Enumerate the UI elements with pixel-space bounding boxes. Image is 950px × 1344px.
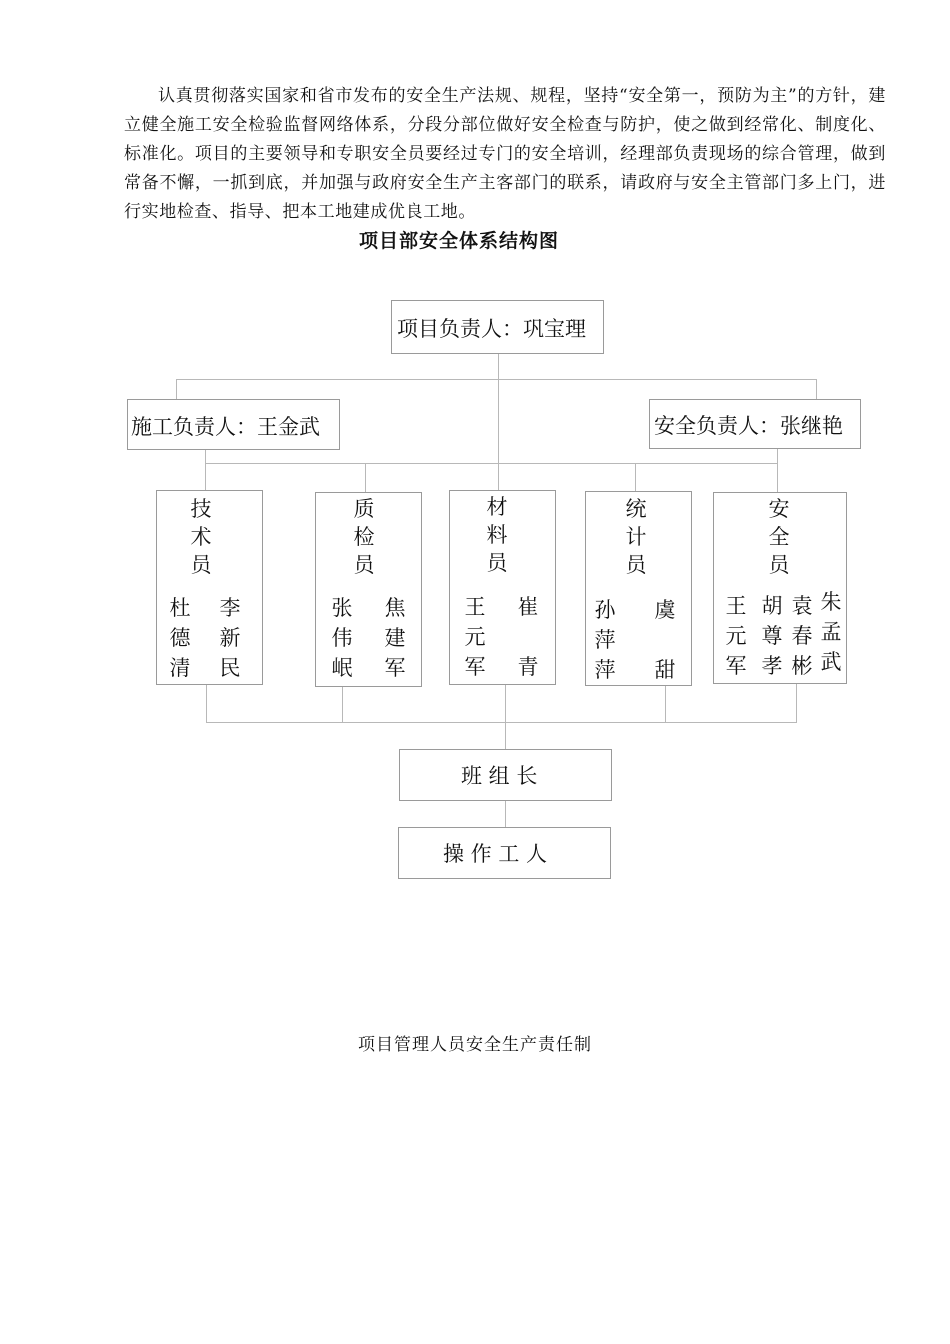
connector-mid-horizontal	[205, 463, 777, 464]
project-lead-label: 项目负责人：巩宝理	[397, 317, 586, 341]
workers-label: 操 作 工 人	[443, 842, 548, 866]
connector-bottom-horizontal	[206, 722, 797, 723]
project-lead-box	[391, 300, 604, 354]
connector-dept2-up	[365, 463, 366, 493]
connector-safety-down	[777, 448, 778, 493]
person-name: 李 新 民	[219, 596, 241, 680]
dept-quality-role: 质 检 员	[353, 497, 375, 577]
dept-safety-officer-box	[713, 492, 847, 684]
connector-dept4-down	[665, 685, 666, 722]
intro-paragraph: 认真贯彻落实国家和省市发布的安全生产法规、规程，坚持“安全第一，预防为主”的方针，建立健全施工安全检验监督网络体系，分段分部位做好安全检查与防护，使之做到经常化、制度化、标准化。项目的主要领导和专职安全员要经过专门的安全培训，经理部负责现场的综合管理，做到常备不懈，一抓到底，并加强与政府安全生产主客部门的联系，请政府与安全主管部门多上门，进行实地检查、指导、把本工地建成优良工地。	[124, 86, 886, 222]
person-name: 王 元 军	[464, 595, 486, 679]
connector-dept3-down	[505, 684, 506, 749]
connector-top-horizontal	[176, 379, 817, 380]
person-name: 焦 建 军	[384, 596, 406, 680]
dept-technician-role: 技 术 员	[190, 497, 212, 577]
person-name: 虞 甜	[654, 598, 676, 682]
connector-dept5-down	[796, 683, 797, 722]
team-leader-box	[399, 749, 612, 801]
person-name: 王 元 军	[725, 594, 747, 678]
connector-construction-down	[205, 449, 206, 491]
construction-lead-box	[127, 399, 340, 450]
person-name: 胡 尊 孝	[761, 594, 783, 678]
workers-box	[398, 827, 611, 879]
safety-lead-box	[649, 399, 861, 449]
connector-dept2-down	[342, 686, 343, 722]
dept-quality-box	[315, 492, 422, 687]
chart-title: 项目部安全体系结构图	[358, 230, 559, 252]
footer-text: 项目管理人员安全生产责任制	[358, 1035, 592, 1055]
dept-materials-box	[449, 490, 556, 685]
person-name: 杜 德 清	[169, 596, 191, 680]
connector-top-vertical	[498, 353, 499, 493]
person-name: 张 伟 岷	[331, 596, 353, 680]
connector-dept1-down	[206, 684, 207, 722]
connector-left-drop	[176, 379, 177, 400]
connector-team-to-workers	[505, 800, 506, 827]
dept-safety-officer-role: 安 全 员	[768, 497, 790, 577]
connector-right-drop	[816, 379, 817, 400]
dept-technician-box	[156, 490, 263, 685]
connector-dept4-up	[635, 463, 636, 493]
team-leader-label: 班 组 长	[461, 764, 538, 788]
person-name: 孙 萍 萍	[594, 598, 616, 682]
construction-lead-label: 施工负责人：王金武	[131, 415, 320, 439]
person-name: 朱 孟 武	[820, 590, 842, 674]
dept-statistics-role: 统 计 员	[625, 497, 647, 577]
safety-lead-label: 安全负责人：张继艳	[654, 414, 843, 438]
dept-materials-role: 材 料 员	[486, 495, 508, 575]
dept-statistics-box	[585, 491, 692, 686]
person-name: 袁 春 彬	[791, 594, 813, 678]
person-name: 崔 青	[517, 595, 539, 679]
